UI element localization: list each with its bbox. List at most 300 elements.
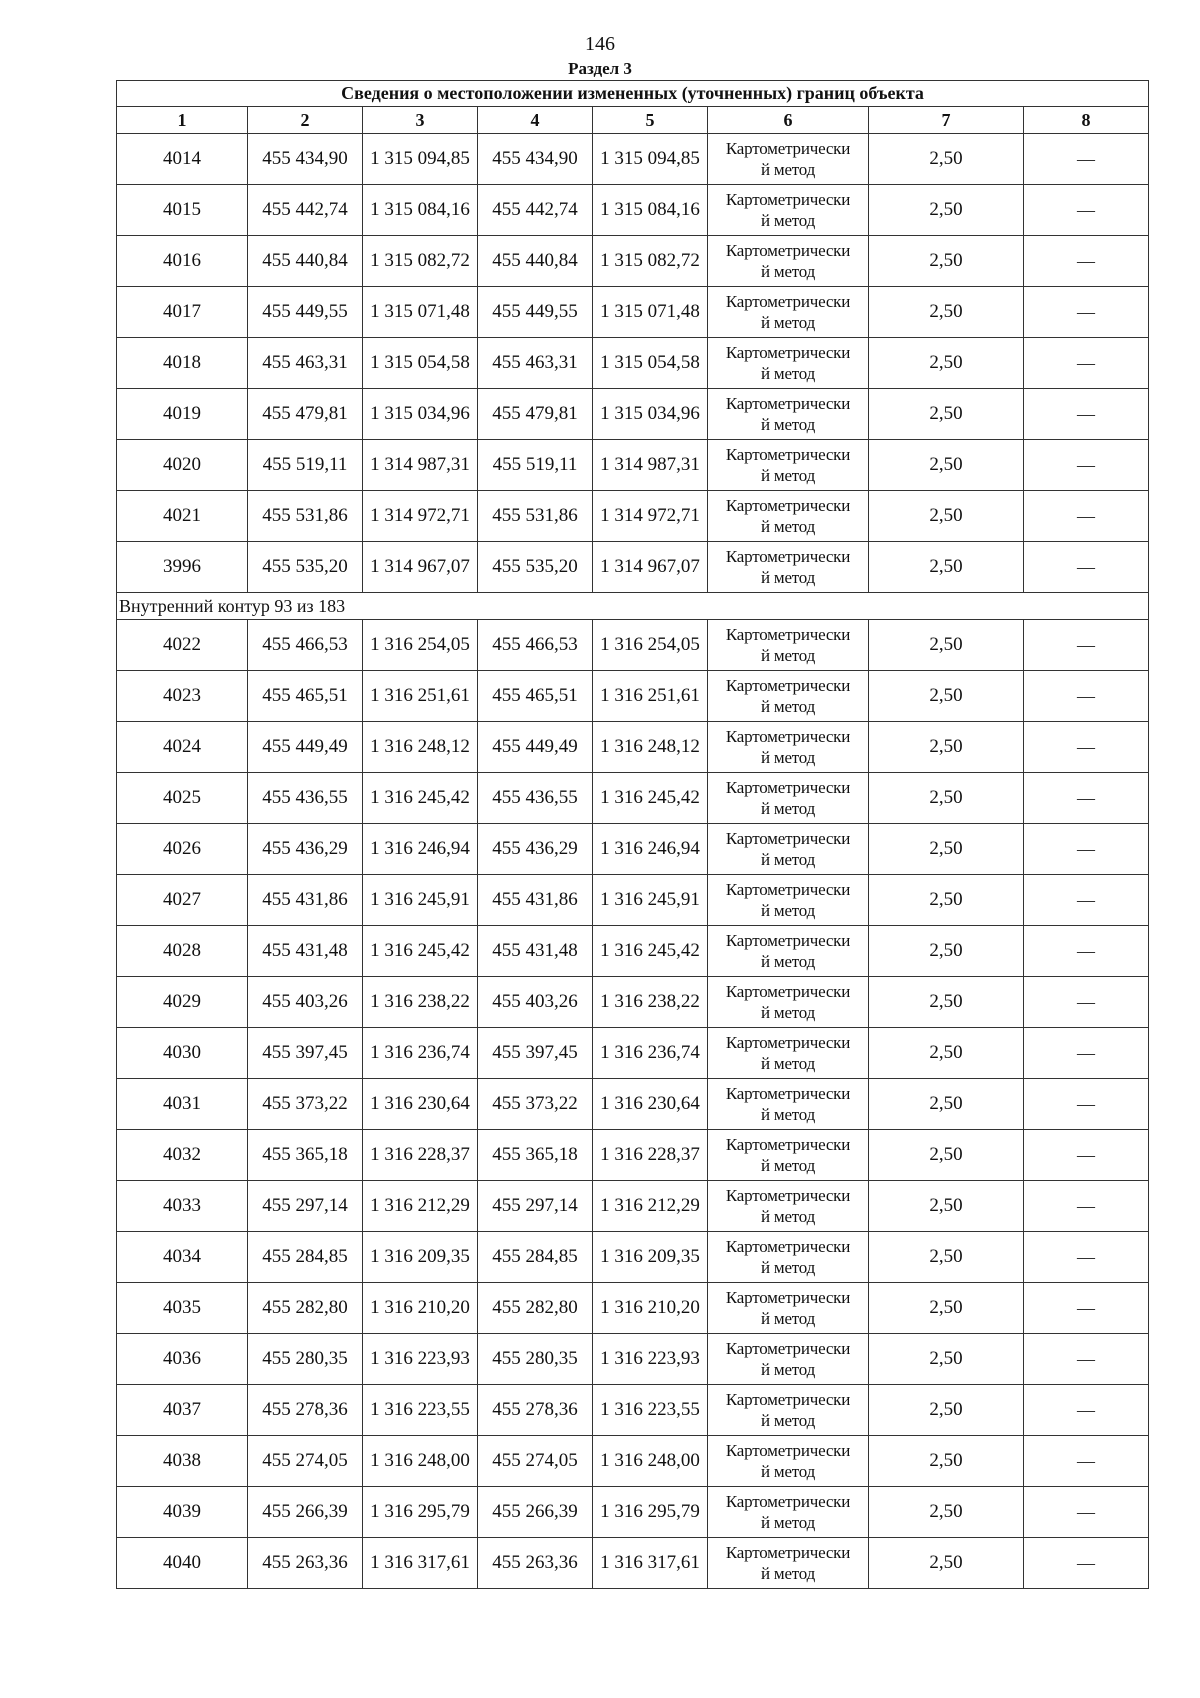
- x-old-cell: 455 284,85: [248, 1232, 363, 1283]
- y-old-cell: 1 315 034,96: [363, 389, 478, 440]
- table-row: [117, 671, 1149, 722]
- x-old-cell: 455 278,36: [248, 1385, 363, 1436]
- y-old-cell: 1 316 236,74: [363, 1028, 478, 1079]
- method-cell: [708, 1538, 869, 1589]
- x-new-cell: 455 449,55: [478, 287, 593, 338]
- x-old-cell: 455 436,29: [248, 824, 363, 875]
- y-old-cell: 1 316 223,55: [363, 1385, 478, 1436]
- x-new-cell: 455 436,29: [478, 824, 593, 875]
- accuracy-cell: 2,50: [869, 977, 1024, 1028]
- accuracy-cell: 2,50: [869, 1232, 1024, 1283]
- y-new-cell: 1 316 230,64: [593, 1079, 708, 1130]
- y-old-cell: 1 316 210,20: [363, 1283, 478, 1334]
- y-old-cell: 1 316 212,29: [363, 1181, 478, 1232]
- column-header: 7: [869, 107, 1024, 134]
- method-cell: [708, 287, 869, 338]
- table-row: [117, 1232, 1149, 1283]
- table-row: [117, 875, 1149, 926]
- table-title-row: [117, 81, 1149, 107]
- x-old-cell: 455 531,86: [248, 491, 363, 542]
- method-line-1: Картометрически: [725, 292, 851, 311]
- table-row: [117, 1436, 1149, 1487]
- accuracy-cell: 2,50: [869, 722, 1024, 773]
- section-title: Раздел 3: [568, 59, 632, 78]
- column-header: 6: [708, 107, 869, 134]
- point-number-cell: 4029: [117, 977, 248, 1028]
- y-old-cell: 1 314 972,71: [363, 491, 478, 542]
- table-row: [117, 722, 1149, 773]
- point-number-cell: 4026: [117, 824, 248, 875]
- x-old-cell: 455 280,35: [248, 1334, 363, 1385]
- method-cell: [708, 236, 869, 287]
- method-line-1: Картометрически: [725, 1339, 851, 1358]
- accuracy-cell: 2,50: [869, 824, 1024, 875]
- x-new-cell: 455 479,81: [478, 389, 593, 440]
- accuracy-cell: 2,50: [869, 1130, 1024, 1181]
- point-number-cell: 4036: [117, 1334, 248, 1385]
- x-new-cell: 455 373,22: [478, 1079, 593, 1130]
- point-number-cell: 4027: [117, 875, 248, 926]
- method-cell: [708, 926, 869, 977]
- method-line-2: й метод: [760, 415, 816, 434]
- table-row: [117, 620, 1149, 671]
- y-new-cell: 1 316 246,94: [593, 824, 708, 875]
- y-old-cell: 1 314 967,07: [363, 542, 478, 593]
- x-new-cell: 455 440,84: [478, 236, 593, 287]
- description-cell: —: [1024, 1079, 1149, 1130]
- x-old-cell: 455 434,90: [248, 134, 363, 185]
- x-old-cell: 455 440,84: [248, 236, 363, 287]
- contour-label: Внутренний контур 93 из 183: [117, 593, 1149, 620]
- point-number-cell: 4038: [117, 1436, 248, 1487]
- x-new-cell: 455 463,31: [478, 338, 593, 389]
- x-old-cell: 455 465,51: [248, 671, 363, 722]
- x-old-cell: 455 297,14: [248, 1181, 363, 1232]
- method-cell: [708, 773, 869, 824]
- description-cell: —: [1024, 875, 1149, 926]
- y-new-cell: 1 316 295,79: [593, 1487, 708, 1538]
- column-header: 2: [248, 107, 363, 134]
- point-number-cell: 4030: [117, 1028, 248, 1079]
- method-line-2: й метод: [760, 568, 816, 587]
- x-old-cell: 455 466,53: [248, 620, 363, 671]
- point-number-cell: 4025: [117, 773, 248, 824]
- description-cell: —: [1024, 389, 1149, 440]
- y-new-cell: 1 316 223,55: [593, 1385, 708, 1436]
- description-cell: —: [1024, 1130, 1149, 1181]
- y-old-cell: 1 316 238,22: [363, 977, 478, 1028]
- description-cell: —: [1024, 1436, 1149, 1487]
- x-new-cell: 455 274,05: [478, 1436, 593, 1487]
- method-line-1: Картометрически: [725, 931, 851, 950]
- y-new-cell: 1 316 248,00: [593, 1436, 708, 1487]
- y-old-cell: 1 315 084,16: [363, 185, 478, 236]
- method-line-2: й метод: [760, 1054, 816, 1073]
- x-old-cell: 455 373,22: [248, 1079, 363, 1130]
- y-old-cell: 1 316 251,61: [363, 671, 478, 722]
- table-row: [117, 1283, 1149, 1334]
- point-number-cell: 4018: [117, 338, 248, 389]
- table-row: [117, 1130, 1149, 1181]
- method-cell: [708, 1130, 869, 1181]
- description-cell: —: [1024, 1232, 1149, 1283]
- accuracy-cell: 2,50: [869, 1487, 1024, 1538]
- description-cell: —: [1024, 977, 1149, 1028]
- x-old-cell: 455 431,86: [248, 875, 363, 926]
- x-old-cell: 455 282,80: [248, 1283, 363, 1334]
- table-row: [117, 824, 1149, 875]
- method-line-2: й метод: [760, 1360, 816, 1379]
- accuracy-cell: 2,50: [869, 620, 1024, 671]
- method-line-1: Картометрически: [725, 982, 851, 1001]
- accuracy-cell: 2,50: [869, 1028, 1024, 1079]
- accuracy-cell: 2,50: [869, 773, 1024, 824]
- x-new-cell: 455 466,53: [478, 620, 593, 671]
- accuracy-cell: 2,50: [869, 671, 1024, 722]
- x-new-cell: 455 284,85: [478, 1232, 593, 1283]
- x-new-cell: 455 263,36: [478, 1538, 593, 1589]
- accuracy-cell: 2,50: [869, 389, 1024, 440]
- method-line-1: Картометрически: [725, 1492, 851, 1511]
- y-old-cell: 1 316 245,42: [363, 926, 478, 977]
- y-new-cell: 1 316 212,29: [593, 1181, 708, 1232]
- method-cell: [708, 1283, 869, 1334]
- x-new-cell: 455 431,86: [478, 875, 593, 926]
- description-cell: —: [1024, 1028, 1149, 1079]
- x-old-cell: 455 365,18: [248, 1130, 363, 1181]
- x-new-cell: 455 531,86: [478, 491, 593, 542]
- method-line-1: Картометрически: [725, 727, 851, 746]
- x-new-cell: 455 436,55: [478, 773, 593, 824]
- table-row: [117, 1538, 1149, 1589]
- x-new-cell: 455 519,11: [478, 440, 593, 491]
- x-old-cell: 455 403,26: [248, 977, 363, 1028]
- description-cell: —: [1024, 491, 1149, 542]
- description-cell: —: [1024, 1538, 1149, 1589]
- x-new-cell: 455 449,49: [478, 722, 593, 773]
- description-cell: —: [1024, 1181, 1149, 1232]
- y-old-cell: 1 316 246,94: [363, 824, 478, 875]
- table-row: [117, 236, 1149, 287]
- method-line-1: Картометрически: [725, 1390, 851, 1409]
- accuracy-cell: 2,50: [869, 287, 1024, 338]
- description-cell: —: [1024, 1334, 1149, 1385]
- accuracy-cell: 2,50: [869, 185, 1024, 236]
- x-new-cell: 455 431,48: [478, 926, 593, 977]
- y-new-cell: 1 316 210,20: [593, 1283, 708, 1334]
- method-line-1: Картометрически: [725, 1288, 851, 1307]
- method-line-2: й метод: [760, 646, 816, 665]
- point-number-cell: 4031: [117, 1079, 248, 1130]
- accuracy-cell: 2,50: [869, 542, 1024, 593]
- table-row: [117, 1487, 1149, 1538]
- table-row: [117, 1181, 1149, 1232]
- coordinates-table: [116, 80, 1149, 1589]
- x-new-cell: 455 266,39: [478, 1487, 593, 1538]
- point-number-cell: 4037: [117, 1385, 248, 1436]
- x-old-cell: 455 519,11: [248, 440, 363, 491]
- x-old-cell: 455 266,39: [248, 1487, 363, 1538]
- table-row: [117, 338, 1149, 389]
- description-cell: —: [1024, 824, 1149, 875]
- point-number-cell: 4016: [117, 236, 248, 287]
- method-cell: [708, 491, 869, 542]
- y-old-cell: 1 315 094,85: [363, 134, 478, 185]
- method-line-1: Картометрически: [725, 1135, 851, 1154]
- table-row: [117, 134, 1149, 185]
- table-row: [117, 1028, 1149, 1079]
- point-number-cell: 4017: [117, 287, 248, 338]
- accuracy-cell: 2,50: [869, 440, 1024, 491]
- y-new-cell: 1 314 972,71: [593, 491, 708, 542]
- description-cell: —: [1024, 926, 1149, 977]
- method-cell: [708, 338, 869, 389]
- column-header: 3: [363, 107, 478, 134]
- x-new-cell: 455 365,18: [478, 1130, 593, 1181]
- method-line-1: Картометрически: [725, 880, 851, 899]
- x-new-cell: 455 434,90: [478, 134, 593, 185]
- method-line-2: й метод: [760, 211, 816, 230]
- description-cell: —: [1024, 236, 1149, 287]
- y-old-cell: 1 316 209,35: [363, 1232, 478, 1283]
- method-cell: [708, 977, 869, 1028]
- point-number-cell: 4022: [117, 620, 248, 671]
- method-line-2: й метод: [760, 1462, 816, 1481]
- point-number-cell: 4035: [117, 1283, 248, 1334]
- table-row: [117, 287, 1149, 338]
- x-old-cell: 455 442,74: [248, 185, 363, 236]
- method-line-1: Картометрически: [725, 1543, 851, 1562]
- accuracy-cell: 2,50: [869, 236, 1024, 287]
- x-new-cell: 455 297,14: [478, 1181, 593, 1232]
- y-old-cell: 1 316 223,93: [363, 1334, 478, 1385]
- method-line-2: й метод: [760, 1207, 816, 1226]
- method-cell: [708, 1028, 869, 1079]
- x-old-cell: 455 449,55: [248, 287, 363, 338]
- y-new-cell: 1 316 317,61: [593, 1538, 708, 1589]
- method-line-2: й метод: [760, 1411, 816, 1430]
- y-new-cell: 1 316 245,42: [593, 926, 708, 977]
- accuracy-cell: 2,50: [869, 1334, 1024, 1385]
- method-line-2: й метод: [760, 748, 816, 767]
- column-header: 8: [1024, 107, 1149, 134]
- table-row: [117, 773, 1149, 824]
- y-new-cell: 1 315 034,96: [593, 389, 708, 440]
- column-header-row: [117, 107, 1149, 134]
- point-number-cell: 3996: [117, 542, 248, 593]
- x-new-cell: 455 278,36: [478, 1385, 593, 1436]
- y-new-cell: 1 315 084,16: [593, 185, 708, 236]
- x-old-cell: 455 431,48: [248, 926, 363, 977]
- point-number-cell: 4019: [117, 389, 248, 440]
- method-line-1: Картометрически: [725, 1084, 851, 1103]
- x-new-cell: 455 282,80: [478, 1283, 593, 1334]
- method-line-2: й метод: [760, 799, 816, 818]
- method-line-1: Картометрически: [725, 829, 851, 848]
- method-cell: [708, 824, 869, 875]
- method-line-2: й метод: [760, 850, 816, 869]
- description-cell: —: [1024, 722, 1149, 773]
- table-body: [117, 134, 1149, 1589]
- point-number-cell: 4032: [117, 1130, 248, 1181]
- x-old-cell: 455 479,81: [248, 389, 363, 440]
- y-new-cell: 1 316 245,91: [593, 875, 708, 926]
- method-cell: [708, 1334, 869, 1385]
- description-cell: —: [1024, 440, 1149, 491]
- contour-row: [117, 593, 1149, 620]
- y-new-cell: 1 314 987,31: [593, 440, 708, 491]
- method-line-1: Картометрически: [725, 676, 851, 695]
- description-cell: —: [1024, 1283, 1149, 1334]
- table-row: [117, 926, 1149, 977]
- method-line-1: Картометрически: [725, 547, 851, 566]
- point-number-cell: 4034: [117, 1232, 248, 1283]
- table-row: [117, 389, 1149, 440]
- y-old-cell: 1 316 230,64: [363, 1079, 478, 1130]
- method-cell: [708, 875, 869, 926]
- method-line-1: Картометрически: [725, 1237, 851, 1256]
- method-line-2: й метод: [760, 313, 816, 332]
- x-old-cell: 455 397,45: [248, 1028, 363, 1079]
- method-line-1: Картометрически: [725, 496, 851, 515]
- point-number-cell: 4028: [117, 926, 248, 977]
- description-cell: —: [1024, 671, 1149, 722]
- method-line-1: Картометрически: [725, 445, 851, 464]
- x-new-cell: 455 403,26: [478, 977, 593, 1028]
- method-line-1: Картометрически: [725, 1186, 851, 1205]
- method-cell: [708, 1436, 869, 1487]
- point-number-cell: 4039: [117, 1487, 248, 1538]
- point-number-cell: 4015: [117, 185, 248, 236]
- table-row: [117, 1079, 1149, 1130]
- accuracy-cell: 2,50: [869, 926, 1024, 977]
- y-old-cell: 1 316 254,05: [363, 620, 478, 671]
- table-row: [117, 1385, 1149, 1436]
- method-line-2: й метод: [760, 364, 816, 383]
- description-cell: —: [1024, 134, 1149, 185]
- method-cell: [708, 440, 869, 491]
- method-line-2: й метод: [760, 1105, 816, 1124]
- method-line-1: Картометрически: [725, 1441, 851, 1460]
- table-row: [117, 185, 1149, 236]
- x-old-cell: 455 535,20: [248, 542, 363, 593]
- method-cell: [708, 134, 869, 185]
- method-line-1: Картометрически: [725, 394, 851, 413]
- y-old-cell: 1 315 054,58: [363, 338, 478, 389]
- method-cell: [708, 185, 869, 236]
- method-cell: [708, 620, 869, 671]
- x-new-cell: 455 397,45: [478, 1028, 593, 1079]
- method-line-2: й метод: [760, 262, 816, 281]
- y-old-cell: 1 316 245,91: [363, 875, 478, 926]
- method-line-2: й метод: [760, 1309, 816, 1328]
- method-cell: [708, 1487, 869, 1538]
- y-new-cell: 1 315 082,72: [593, 236, 708, 287]
- method-cell: [708, 542, 869, 593]
- method-line-1: Картометрически: [725, 778, 851, 797]
- y-new-cell: 1 316 254,05: [593, 620, 708, 671]
- method-line-2: й метод: [760, 1513, 816, 1532]
- method-line-1: Картометрически: [725, 139, 851, 158]
- method-line-1: Картометрически: [725, 625, 851, 644]
- description-cell: —: [1024, 338, 1149, 389]
- table-row: [117, 1334, 1149, 1385]
- method-line-1: Картометрически: [725, 241, 851, 260]
- point-number-cell: 4020: [117, 440, 248, 491]
- y-old-cell: 1 316 317,61: [363, 1538, 478, 1589]
- method-line-2: й метод: [760, 466, 816, 485]
- table-title: Сведения о местоположении измененных (уточненных) границ объекта: [117, 81, 1149, 107]
- accuracy-cell: 2,50: [869, 338, 1024, 389]
- x-new-cell: 455 442,74: [478, 185, 593, 236]
- y-new-cell: 1 316 223,93: [593, 1334, 708, 1385]
- method-line-2: й метод: [760, 1003, 816, 1022]
- x-new-cell: 455 280,35: [478, 1334, 593, 1385]
- description-cell: —: [1024, 287, 1149, 338]
- table-row: [117, 440, 1149, 491]
- x-old-cell: 455 463,31: [248, 338, 363, 389]
- point-number-cell: 4033: [117, 1181, 248, 1232]
- method-cell: [708, 389, 869, 440]
- table-row: [117, 977, 1149, 1028]
- method-line-2: й метод: [760, 517, 816, 536]
- accuracy-cell: 2,50: [869, 1283, 1024, 1334]
- x-new-cell: 455 535,20: [478, 542, 593, 593]
- column-header: 4: [478, 107, 593, 134]
- accuracy-cell: 2,50: [869, 134, 1024, 185]
- table-row: [117, 491, 1149, 542]
- point-number-cell: 4023: [117, 671, 248, 722]
- x-old-cell: 455 436,55: [248, 773, 363, 824]
- method-line-2: й метод: [760, 1156, 816, 1175]
- y-new-cell: 1 315 094,85: [593, 134, 708, 185]
- method-line-1: Картометрически: [725, 190, 851, 209]
- y-new-cell: 1 314 967,07: [593, 542, 708, 593]
- x-old-cell: 455 449,49: [248, 722, 363, 773]
- x-old-cell: 455 274,05: [248, 1436, 363, 1487]
- y-new-cell: 1 316 251,61: [593, 671, 708, 722]
- y-old-cell: 1 316 248,00: [363, 1436, 478, 1487]
- description-cell: —: [1024, 1385, 1149, 1436]
- description-cell: —: [1024, 542, 1149, 593]
- method-cell: [708, 1181, 869, 1232]
- method-line-2: й метод: [760, 952, 816, 971]
- accuracy-cell: 2,50: [869, 875, 1024, 926]
- column-header: 1: [117, 107, 248, 134]
- y-old-cell: 1 316 248,12: [363, 722, 478, 773]
- y-new-cell: 1 316 236,74: [593, 1028, 708, 1079]
- accuracy-cell: 2,50: [869, 1079, 1024, 1130]
- description-cell: —: [1024, 620, 1149, 671]
- y-new-cell: 1 316 228,37: [593, 1130, 708, 1181]
- method-line-2: й метод: [760, 901, 816, 920]
- method-cell: [708, 1079, 869, 1130]
- method-cell: [708, 671, 869, 722]
- method-cell: [708, 1232, 869, 1283]
- point-number-cell: 4040: [117, 1538, 248, 1589]
- accuracy-cell: 2,50: [869, 1181, 1024, 1232]
- method-line-2: й метод: [760, 697, 816, 716]
- x-old-cell: 455 263,36: [248, 1538, 363, 1589]
- y-new-cell: 1 315 054,58: [593, 338, 708, 389]
- y-old-cell: 1 314 987,31: [363, 440, 478, 491]
- y-new-cell: 1 316 248,12: [593, 722, 708, 773]
- y-new-cell: 1 316 238,22: [593, 977, 708, 1028]
- y-old-cell: 1 316 295,79: [363, 1487, 478, 1538]
- y-old-cell: 1 315 082,72: [363, 236, 478, 287]
- y-old-cell: 1 316 245,42: [363, 773, 478, 824]
- accuracy-cell: 2,50: [869, 491, 1024, 542]
